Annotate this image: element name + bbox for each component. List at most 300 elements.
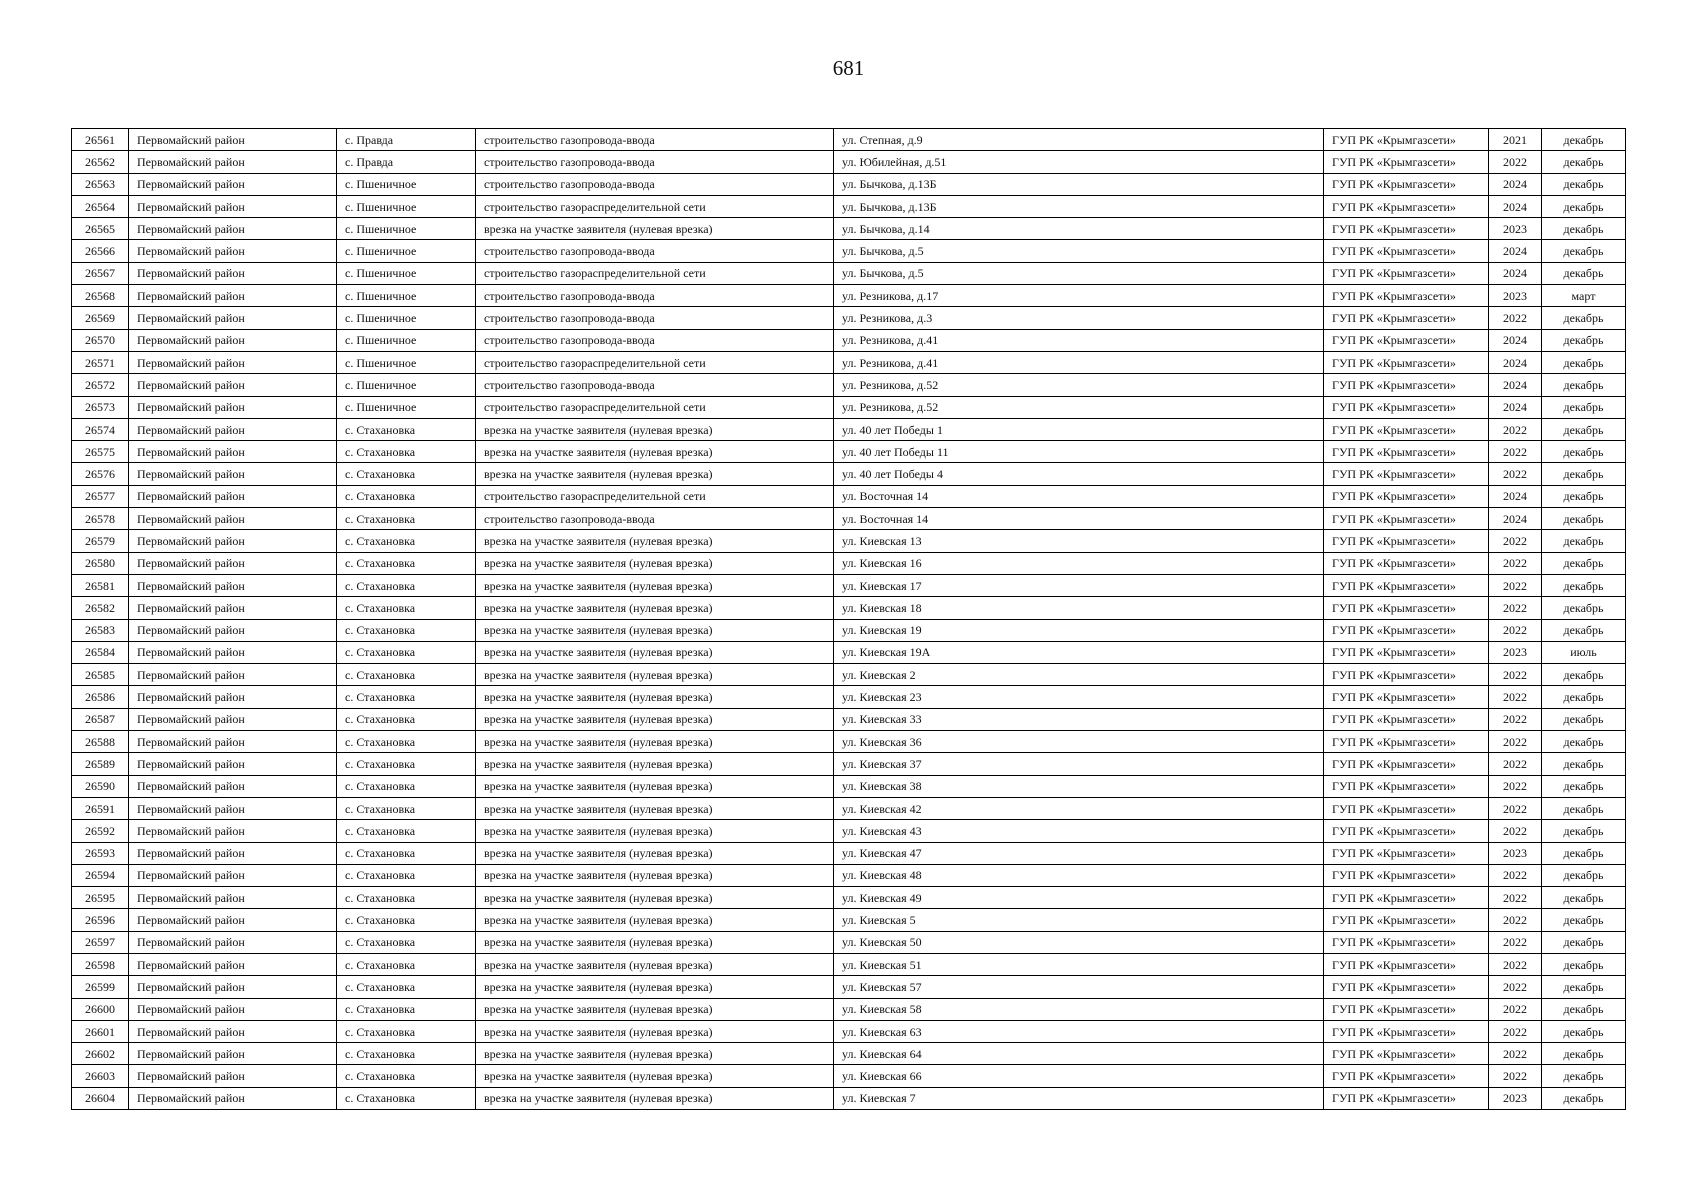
organization-cell: ГУП РК «Крымгазсети» [1324,1087,1489,1109]
settlement-cell: с. Стахановка [337,731,476,753]
year-cell: 2022 [1489,1020,1542,1042]
district-cell: Первомайский район [129,909,337,931]
year-cell: 2023 [1489,1087,1542,1109]
district-cell: Первомайский район [129,820,337,842]
settlement-cell: с. Стахановка [337,931,476,953]
year-cell: 2022 [1489,731,1542,753]
district-cell: Первомайский район [129,173,337,195]
row-number-cell: 26587 [72,708,129,730]
table-row [72,753,1626,775]
organization-cell: ГУП РК «Крымгазсети» [1324,1043,1489,1065]
address-cell: ул. Юбилейная, д.51 [834,151,1324,173]
organization-cell: ГУП РК «Крымгазсети» [1324,418,1489,440]
settlement-cell: с. Стахановка [337,820,476,842]
month-cell: декабрь [1542,262,1626,284]
organization-cell: ГУП РК «Крымгазсети» [1324,864,1489,886]
organization-cell: ГУП РК «Крымгазсети» [1324,574,1489,596]
row-number-cell: 26584 [72,641,129,663]
organization-cell: ГУП РК «Крымгазсети» [1324,641,1489,663]
address-cell: ул. Киевская 43 [834,820,1324,842]
month-cell: декабрь [1542,574,1626,596]
organization-cell: ГУП РК «Крымгазсети» [1324,396,1489,418]
year-cell: 2022 [1489,953,1542,975]
table-row [72,864,1626,886]
month-cell: декабрь [1542,218,1626,240]
address-cell: ул. Киевская 16 [834,552,1324,574]
district-cell: Первомайский район [129,574,337,596]
table-row [72,396,1626,418]
table-row [72,708,1626,730]
row-number-cell: 26601 [72,1020,129,1042]
district-cell: Первомайский район [129,530,337,552]
address-cell: ул. 40 лет Победы 4 [834,463,1324,485]
work-type-cell: врезка на участке заявителя (нулевая врезка) [476,909,834,931]
year-cell: 2022 [1489,887,1542,909]
table-row [72,218,1626,240]
registry-body [72,129,1626,1110]
month-cell: декабрь [1542,731,1626,753]
table-row [72,909,1626,931]
work-type-cell: врезка на участке заявителя (нулевая врезка) [476,664,834,686]
address-cell: ул. Киевская 19 [834,619,1324,641]
work-type-cell: врезка на участке заявителя (нулевая врезка) [476,753,834,775]
district-cell: Первомайский район [129,396,337,418]
row-number-cell: 26586 [72,686,129,708]
organization-cell: ГУП РК «Крымгазсети» [1324,842,1489,864]
settlement-cell: с. Стахановка [337,842,476,864]
settlement-cell: с. Стахановка [337,1043,476,1065]
year-cell: 2024 [1489,262,1542,284]
work-type-cell: строительство газопровода-ввода [476,307,834,329]
year-cell: 2022 [1489,820,1542,842]
address-cell: ул. Восточная 14 [834,485,1324,507]
month-cell: декабрь [1542,775,1626,797]
month-cell: декабрь [1542,619,1626,641]
work-type-cell: врезка на участке заявителя (нулевая врезка) [476,842,834,864]
settlement-cell: с. Правда [337,129,476,151]
table-row [72,351,1626,373]
month-cell: декабрь [1542,396,1626,418]
year-cell: 2022 [1489,998,1542,1020]
table-row [72,307,1626,329]
settlement-cell: с. Стахановка [337,976,476,998]
district-cell: Первомайский район [129,307,337,329]
organization-cell: ГУП РК «Крымгазсети» [1324,485,1489,507]
row-number-cell: 26567 [72,262,129,284]
year-cell: 2022 [1489,597,1542,619]
organization-cell: ГУП РК «Крымгазсети» [1324,151,1489,173]
table-row [72,664,1626,686]
address-cell: ул. Киевская 33 [834,708,1324,730]
address-cell: ул. 40 лет Победы 1 [834,418,1324,440]
row-number-cell: 26588 [72,731,129,753]
address-cell: ул. Киевская 47 [834,842,1324,864]
month-cell: декабрь [1542,1087,1626,1109]
year-cell: 2022 [1489,864,1542,886]
month-cell: декабрь [1542,374,1626,396]
organization-cell: ГУП РК «Крымгазсети» [1324,753,1489,775]
year-cell: 2022 [1489,664,1542,686]
table-row [72,463,1626,485]
table-row [72,641,1626,663]
year-cell: 2022 [1489,753,1542,775]
row-number-cell: 26590 [72,775,129,797]
table-row [72,998,1626,1020]
row-number-cell: 26574 [72,418,129,440]
work-type-cell: строительство газопровода-ввода [476,329,834,351]
month-cell: декабрь [1542,708,1626,730]
organization-cell: ГУП РК «Крымгазсети» [1324,240,1489,262]
organization-cell: ГУП РК «Крымгазсети» [1324,931,1489,953]
settlement-cell: с. Стахановка [337,485,476,507]
work-type-cell: врезка на участке заявителя (нулевая врезка) [476,797,834,819]
organization-cell: ГУП РК «Крымгазсети» [1324,664,1489,686]
registry-table [71,128,1626,1110]
organization-cell: ГУП РК «Крымгазсети» [1324,262,1489,284]
organization-cell: ГУП РК «Крымгазсети» [1324,463,1489,485]
settlement-cell: с. Стахановка [337,797,476,819]
year-cell: 2024 [1489,173,1542,195]
district-cell: Первомайский район [129,619,337,641]
settlement-cell: с. Стахановка [337,686,476,708]
row-number-cell: 26571 [72,351,129,373]
work-type-cell: врезка на участке заявителя (нулевая врезка) [476,552,834,574]
row-number-cell: 26566 [72,240,129,262]
month-cell: декабрь [1542,508,1626,530]
district-cell: Первомайский район [129,931,337,953]
work-type-cell: врезка на участке заявителя (нулевая врезка) [476,597,834,619]
work-type-cell: строительство газораспределительной сети [476,485,834,507]
organization-cell: ГУП РК «Крымгазсети» [1324,173,1489,195]
district-cell: Первомайский район [129,864,337,886]
address-cell: ул. Киевская 57 [834,976,1324,998]
district-cell: Первомайский район [129,151,337,173]
address-cell: ул. Резникова, д.52 [834,396,1324,418]
district-cell: Первомайский район [129,374,337,396]
year-cell: 2023 [1489,285,1542,307]
table-row [72,574,1626,596]
table-row [72,731,1626,753]
settlement-cell: с. Пшеничное [337,218,476,240]
settlement-cell: с. Стахановка [337,1065,476,1087]
work-type-cell: врезка на участке заявителя (нулевая врезка) [476,1087,834,1109]
table-row [72,485,1626,507]
settlement-cell: с. Стахановка [337,708,476,730]
row-number-cell: 26598 [72,953,129,975]
address-cell: ул. Киевская 38 [834,775,1324,797]
row-number-cell: 26568 [72,285,129,307]
month-cell: декабрь [1542,864,1626,886]
settlement-cell: с. Стахановка [337,418,476,440]
row-number-cell: 26570 [72,329,129,351]
row-number-cell: 26569 [72,307,129,329]
address-cell: ул. Резникова, д.17 [834,285,1324,307]
settlement-cell: с. Стахановка [337,508,476,530]
month-cell: декабрь [1542,887,1626,909]
table-row [72,976,1626,998]
organization-cell: ГУП РК «Крымгазсети» [1324,953,1489,975]
row-number-cell: 26604 [72,1087,129,1109]
organization-cell: ГУП РК «Крымгазсети» [1324,374,1489,396]
address-cell: ул. Киевская 17 [834,574,1324,596]
year-cell: 2022 [1489,686,1542,708]
year-cell: 2022 [1489,307,1542,329]
work-type-cell: врезка на участке заявителя (нулевая врезка) [476,574,834,596]
district-cell: Первомайский район [129,775,337,797]
district-cell: Первомайский район [129,998,337,1020]
address-cell: ул. Резникова, д.41 [834,351,1324,373]
settlement-cell: с. Стахановка [337,1020,476,1042]
address-cell: ул. Киевская 7 [834,1087,1324,1109]
address-cell: ул. Резникова, д.3 [834,307,1324,329]
row-number-cell: 26564 [72,195,129,217]
address-cell: ул. Бычкова, д.13Б [834,195,1324,217]
settlement-cell: с. Стахановка [337,1087,476,1109]
month-cell: декабрь [1542,463,1626,485]
month-cell: декабрь [1542,753,1626,775]
work-type-cell: врезка на участке заявителя (нулевая врезка) [476,864,834,886]
organization-cell: ГУП РК «Крымгазсети» [1324,619,1489,641]
month-cell: декабрь [1542,552,1626,574]
settlement-cell: с. Пшеничное [337,351,476,373]
table-row [72,129,1626,151]
organization-cell: ГУП РК «Крымгазсети» [1324,530,1489,552]
settlement-cell: с. Стахановка [337,552,476,574]
settlement-cell: с. Стахановка [337,953,476,975]
organization-cell: ГУП РК «Крымгазсети» [1324,909,1489,931]
year-cell: 2022 [1489,530,1542,552]
year-cell: 2023 [1489,218,1542,240]
row-number-cell: 26572 [72,374,129,396]
table-row [72,1020,1626,1042]
year-cell: 2022 [1489,151,1542,173]
month-cell: декабрь [1542,820,1626,842]
district-cell: Первомайский район [129,485,337,507]
table-row [72,953,1626,975]
table-row [72,441,1626,463]
year-cell: 2022 [1489,708,1542,730]
year-cell: 2024 [1489,329,1542,351]
organization-cell: ГУП РК «Крымгазсети» [1324,887,1489,909]
work-type-cell: врезка на участке заявителя (нулевая врезка) [476,619,834,641]
district-cell: Первомайский район [129,1043,337,1065]
organization-cell: ГУП РК «Крымгазсети» [1324,1020,1489,1042]
district-cell: Первомайский район [129,463,337,485]
month-cell: декабрь [1542,998,1626,1020]
table-row [72,530,1626,552]
month-cell: декабрь [1542,842,1626,864]
year-cell: 2024 [1489,396,1542,418]
organization-cell: ГУП РК «Крымгазсети» [1324,552,1489,574]
organization-cell: ГУП РК «Крымгазсети» [1324,129,1489,151]
settlement-cell: с. Стахановка [337,597,476,619]
table-row [72,887,1626,909]
work-type-cell: врезка на участке заявителя (нулевая врезка) [476,731,834,753]
work-type-cell: врезка на участке заявителя (нулевая врезка) [476,1043,834,1065]
month-cell: декабрь [1542,129,1626,151]
settlement-cell: с. Стахановка [337,463,476,485]
work-type-cell: строительство газопровода-ввода [476,173,834,195]
row-number-cell: 26602 [72,1043,129,1065]
year-cell: 2024 [1489,195,1542,217]
address-cell: ул. Киевская 19А [834,641,1324,663]
work-type-cell: строительство газопровода-ввода [476,129,834,151]
organization-cell: ГУП РК «Крымгазсети» [1324,218,1489,240]
work-type-cell: строительство газораспределительной сети [476,396,834,418]
row-number-cell: 26576 [72,463,129,485]
row-number-cell: 26600 [72,998,129,1020]
month-cell: декабрь [1542,441,1626,463]
district-cell: Первомайский район [129,329,337,351]
work-type-cell: врезка на участке заявителя (нулевая врезка) [476,218,834,240]
district-cell: Первомайский район [129,641,337,663]
work-type-cell: строительство газораспределительной сети [476,351,834,373]
district-cell: Первомайский район [129,262,337,284]
work-type-cell: врезка на участке заявителя (нулевая врезка) [476,887,834,909]
row-number-cell: 26594 [72,864,129,886]
year-cell: 2024 [1489,240,1542,262]
settlement-cell: с. Стахановка [337,998,476,1020]
table-row [72,619,1626,641]
year-cell: 2022 [1489,552,1542,574]
work-type-cell: врезка на участке заявителя (нулевая врезка) [476,775,834,797]
row-number-cell: 26578 [72,508,129,530]
table-row [72,686,1626,708]
organization-cell: ГУП РК «Крымгазсети» [1324,797,1489,819]
address-cell: ул. Киевская 13 [834,530,1324,552]
organization-cell: ГУП РК «Крымгазсети» [1324,686,1489,708]
row-number-cell: 26562 [72,151,129,173]
month-cell: декабрь [1542,530,1626,552]
address-cell: ул. Киевская 37 [834,753,1324,775]
page-number: 681 [832,56,865,80]
settlement-cell: с. Пшеничное [337,307,476,329]
address-cell: ул. Резникова, д.41 [834,329,1324,351]
row-number-cell: 26573 [72,396,129,418]
row-number-cell: 26580 [72,552,129,574]
work-type-cell: врезка на участке заявителя (нулевая врезка) [476,1020,834,1042]
month-cell: декабрь [1542,240,1626,262]
work-type-cell: строительство газопровода-ввода [476,151,834,173]
settlement-cell: с. Стахановка [337,753,476,775]
work-type-cell: строительство газораспределительной сети [476,195,834,217]
address-cell: ул. Бычкова, д.5 [834,240,1324,262]
settlement-cell: с. Стахановка [337,574,476,596]
district-cell: Первомайский район [129,1020,337,1042]
district-cell: Первомайский район [129,285,337,307]
month-cell: декабрь [1542,195,1626,217]
address-cell: ул. Степная, д.9 [834,129,1324,151]
work-type-cell: строительство газопровода-ввода [476,374,834,396]
organization-cell: ГУП РК «Крымгазсети» [1324,351,1489,373]
table-row [72,1043,1626,1065]
month-cell: декабрь [1542,329,1626,351]
settlement-cell: с. Стахановка [337,909,476,931]
settlement-cell: с. Пшеничное [337,329,476,351]
settlement-cell: с. Стахановка [337,664,476,686]
district-cell: Первомайский район [129,686,337,708]
month-cell: декабрь [1542,797,1626,819]
work-type-cell: врезка на участке заявителя (нулевая врезка) [476,998,834,1020]
table-row [72,262,1626,284]
settlement-cell: с. Стахановка [337,641,476,663]
month-cell: декабрь [1542,485,1626,507]
work-type-cell: врезка на участке заявителя (нулевая врезка) [476,641,834,663]
settlement-cell: с. Стахановка [337,864,476,886]
year-cell: 2022 [1489,574,1542,596]
district-cell: Первомайский район [129,731,337,753]
month-cell: декабрь [1542,953,1626,975]
row-number-cell: 26592 [72,820,129,842]
address-cell: ул. Киевская 48 [834,864,1324,886]
table-row [72,820,1626,842]
year-cell: 2024 [1489,374,1542,396]
month-cell: июль [1542,641,1626,663]
address-cell: ул. Киевская 50 [834,931,1324,953]
district-cell: Первомайский район [129,508,337,530]
work-type-cell: строительство газопровода-ввода [476,285,834,307]
organization-cell: ГУП РК «Крымгазсети» [1324,775,1489,797]
year-cell: 2024 [1489,485,1542,507]
month-cell: декабрь [1542,307,1626,329]
settlement-cell: с. Пшеничное [337,173,476,195]
table-row [72,597,1626,619]
row-number-cell: 26563 [72,173,129,195]
year-cell: 2022 [1489,418,1542,440]
table-row [72,151,1626,173]
address-cell: ул. Киевская 63 [834,1020,1324,1042]
settlement-cell: с. Стахановка [337,775,476,797]
organization-cell: ГУП РК «Крымгазсети» [1324,708,1489,730]
year-cell: 2022 [1489,976,1542,998]
work-type-cell: врезка на участке заявителя (нулевая врезка) [476,976,834,998]
month-cell: декабрь [1542,597,1626,619]
organization-cell: ГУП РК «Крымгазсети» [1324,1065,1489,1087]
organization-cell: ГУП РК «Крымгазсети» [1324,998,1489,1020]
district-cell: Первомайский район [129,753,337,775]
year-cell: 2022 [1489,797,1542,819]
settlement-cell: с. Стахановка [337,619,476,641]
organization-cell: ГУП РК «Крымгазсети» [1324,820,1489,842]
month-cell: декабрь [1542,151,1626,173]
row-number-cell: 26603 [72,1065,129,1087]
district-cell: Первомайский район [129,797,337,819]
settlement-cell: с. Пшеничное [337,262,476,284]
table-row [72,329,1626,351]
organization-cell: ГУП РК «Крымгазсети» [1324,285,1489,307]
address-cell: ул. Бычкова, д.5 [834,262,1324,284]
table-row [72,842,1626,864]
district-cell: Первомайский район [129,887,337,909]
month-cell: декабрь [1542,664,1626,686]
month-cell: декабрь [1542,909,1626,931]
year-cell: 2022 [1489,619,1542,641]
district-cell: Первомайский район [129,195,337,217]
settlement-cell: с. Пшеничное [337,374,476,396]
district-cell: Первомайский район [129,708,337,730]
district-cell: Первомайский район [129,597,337,619]
month-cell: декабрь [1542,1020,1626,1042]
address-cell: ул. Киевская 51 [834,953,1324,975]
organization-cell: ГУП РК «Крымгазсети» [1324,329,1489,351]
table-row [72,775,1626,797]
work-type-cell: строительство газопровода-ввода [476,508,834,530]
row-number-cell: 26589 [72,753,129,775]
address-cell: ул. Киевская 58 [834,998,1324,1020]
district-cell: Первомайский район [129,218,337,240]
row-number-cell: 26599 [72,976,129,998]
address-cell: ул. Киевская 5 [834,909,1324,931]
